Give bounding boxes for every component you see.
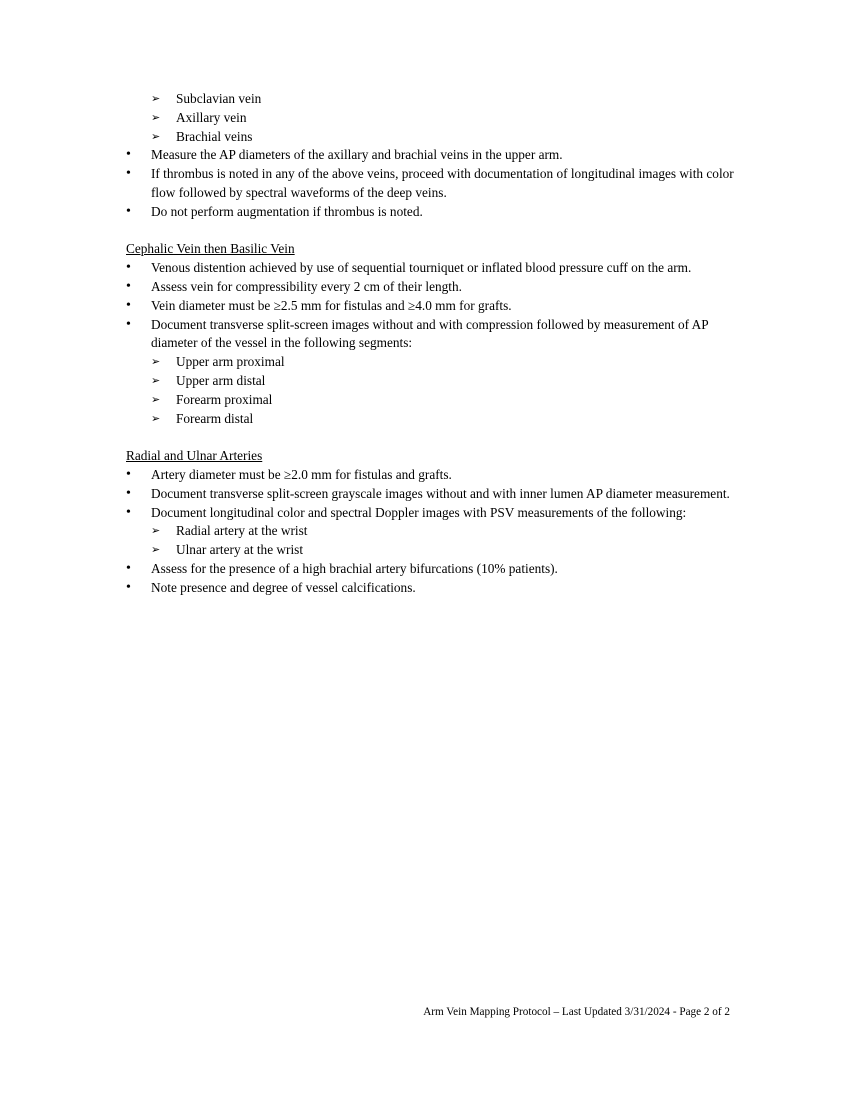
arrow-bullet-icon: ➢ xyxy=(151,355,161,369)
bullet-icon: • xyxy=(126,316,131,332)
list-item: ➢ Brachial veins xyxy=(151,128,736,147)
list-item: ➢ Forearm proximal xyxy=(151,391,736,410)
section-heading-arteries: Radial and Ulnar Arteries xyxy=(126,448,263,464)
intro-bullet-list xyxy=(126,146,736,221)
cephalic-bullet-list xyxy=(126,259,736,428)
bullet-icon: • xyxy=(126,278,131,294)
doppler-site-list xyxy=(151,522,736,560)
bullet-icon: • xyxy=(126,147,131,163)
bullet-icon: • xyxy=(126,203,131,219)
list-item: • Assess for the presence of a high brachial artery bifurcations (10% patients). xyxy=(126,560,736,579)
list-item: ➢ Forearm distal xyxy=(151,410,736,429)
list-item: • Do not perform augmentation if thrombus is noted. xyxy=(126,203,736,222)
list-item: • If thrombus is noted in any of the above veins, proceed with documentation of longitudinal images with color flow followed by spectral waveforms of the deep veins. xyxy=(126,166,734,200)
bullet-icon: • xyxy=(126,166,131,182)
list-item: • Measure the AP diameters of the axillary and brachial veins in the upper arm. xyxy=(126,146,736,165)
arteries-bullet-list xyxy=(126,466,736,598)
segment-list xyxy=(151,353,736,428)
arrow-bullet-icon: ➢ xyxy=(151,92,161,105)
list-item: • Document longitudinal color and spectral Doppler images with PSV measurements of the following: ➢ Radial artery at the wrist ➢ Ulnar artery at the wrist xyxy=(126,504,736,560)
deep-vein-list xyxy=(126,90,736,146)
list-item: • Artery diameter must be ≥2.0 mm for fistulas and grafts. xyxy=(126,466,736,485)
list-item: ➢ Ulnar artery at the wrist xyxy=(151,541,736,560)
bullet-icon: • xyxy=(126,560,131,576)
list-item: • Document transverse split-screen grayscale images without and with inner lumen AP diameter measurement. xyxy=(126,485,736,504)
list-item: ➢ Subclavian vein xyxy=(151,90,736,109)
list-item: ➢ Upper arm proximal xyxy=(151,353,736,372)
section-heading-cephalic: Cephalic Vein then Basilic Vein xyxy=(126,241,295,257)
list-item: ➢ Radial artery at the wrist xyxy=(151,522,736,541)
bullet-icon: • xyxy=(126,260,131,276)
bullet-icon: • xyxy=(126,579,131,595)
arrow-bullet-icon: ➢ xyxy=(151,129,161,143)
bullet-icon: • xyxy=(126,297,131,313)
arrow-bullet-icon: ➢ xyxy=(151,524,161,538)
arrow-bullet-icon: ➢ xyxy=(151,543,161,557)
list-item: ➢ Axillary vein xyxy=(151,109,736,128)
bullet-icon: • xyxy=(126,485,131,501)
arrow-bullet-icon: ➢ xyxy=(151,373,161,387)
list-item: • Venous distention achieved by use of sequential tourniquet or inflated blood pressure cuff on the arm. xyxy=(126,259,736,278)
bullet-icon: • xyxy=(126,466,131,482)
list-item: ➢ Upper arm distal xyxy=(151,372,736,391)
document-body xyxy=(126,90,736,598)
list-item: • Document transverse split-screen images without and with compression followed by measurement of AP diameter of the vessel in the following segments: ➢ Upper arm proximal ➢ Upper arm distal ➢ Forearm proximal ➢ Forearm distal xyxy=(126,316,736,429)
bullet-icon: • xyxy=(126,504,131,520)
arrow-bullet-icon: ➢ xyxy=(151,392,161,406)
arrow-bullet-icon: ➢ xyxy=(151,411,161,425)
list-item: • Note presence and degree of vessel calcifications. xyxy=(126,579,736,598)
list-item: • Vein diameter must be ≥2.5 mm for fistulas and ≥4.0 mm for grafts. xyxy=(126,297,736,316)
arrow-bullet-icon: ➢ xyxy=(151,110,161,124)
page-footer: Arm Vein Mapping Protocol – Last Updated 3/31/2024 - Page 2 of 2 xyxy=(423,1006,730,1018)
list-item: • Assess vein for compressibility every 2 cm of their length. xyxy=(126,278,736,297)
